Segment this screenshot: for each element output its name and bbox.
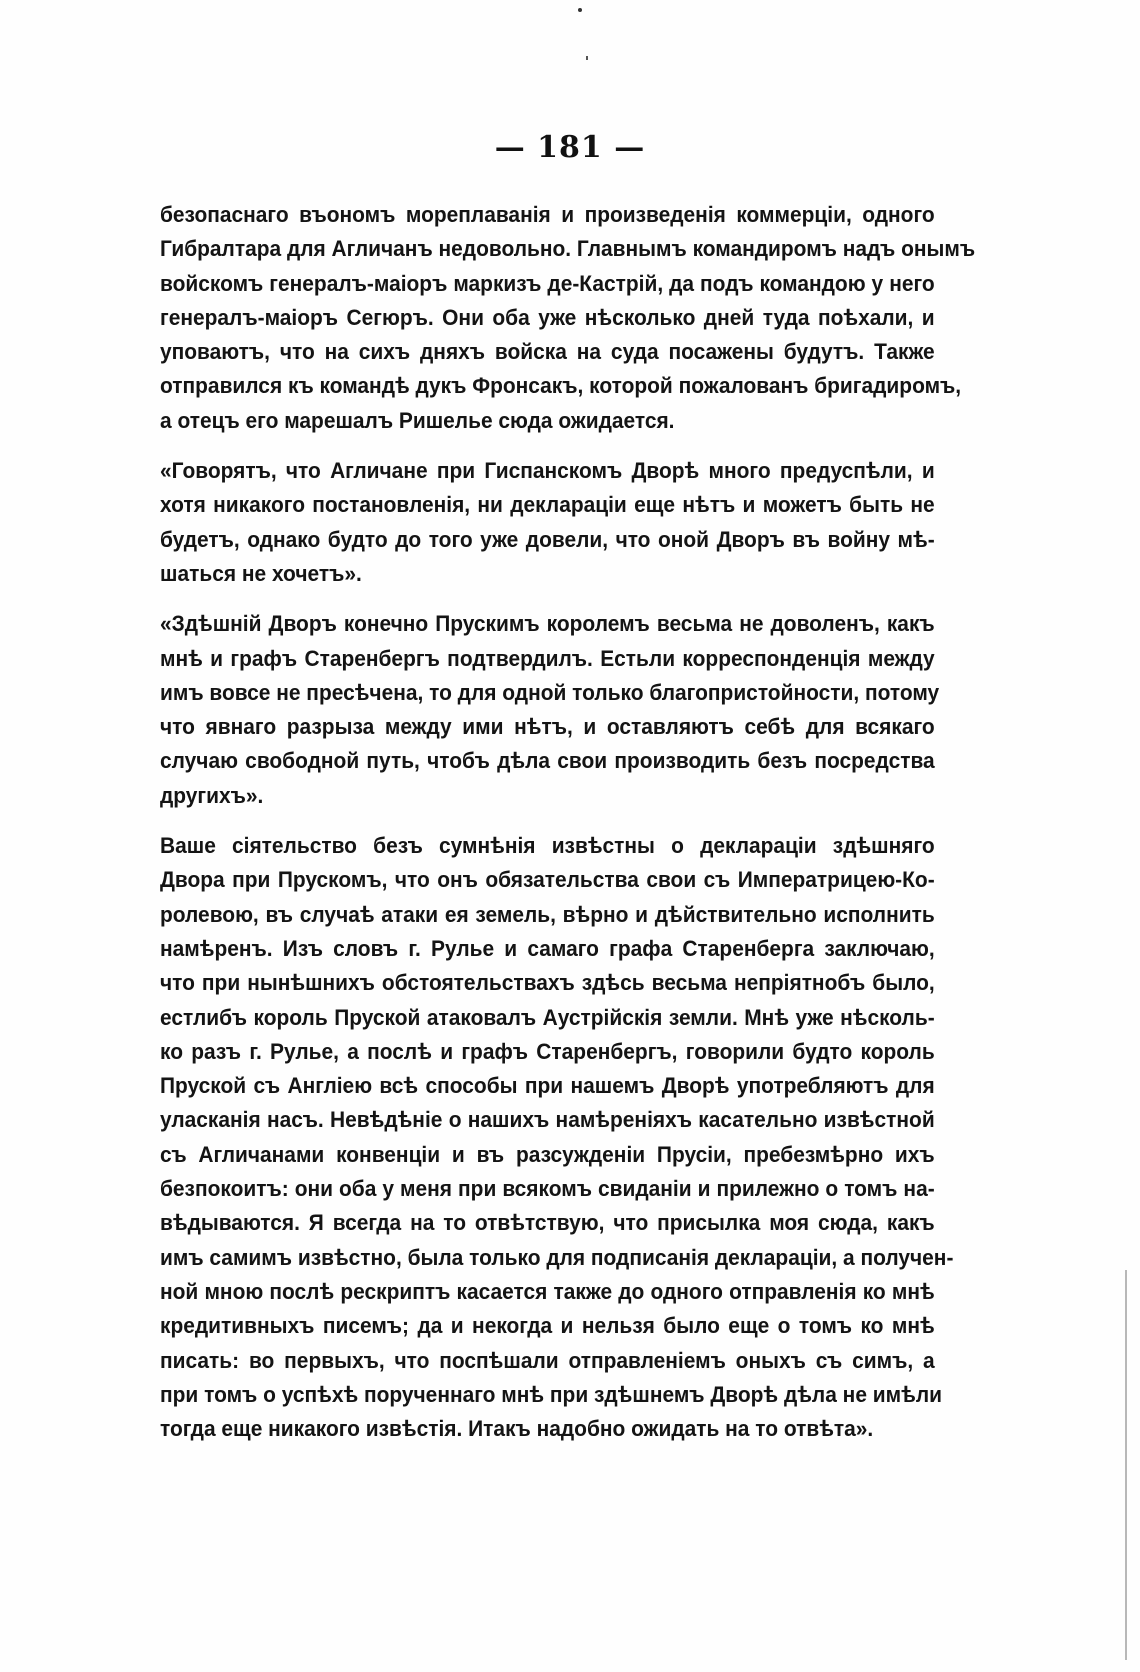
print-speck: [578, 8, 582, 12]
text-line: что явнаго разрыза между ими нѣтъ, и оставляютъ себѣ для всякаго: [160, 714, 935, 740]
text-line: случаю свободной путь, чтобъ дѣла свои производить безъ посредства: [160, 748, 935, 774]
paragraph: [160, 454, 935, 591]
text-line: хотя никакого постановленія, ни деклараціи еще нѣтъ и можетъ быть не: [160, 492, 935, 518]
text-line: мнѣ и графъ Старенбергъ подтвердилъ. Естьли корреспонденція между: [160, 645, 935, 671]
text-line: при томъ о успѣхѣ порученнаго мнѣ при здѣшнемъ Дворѣ дѣла не имѣли: [160, 1381, 942, 1407]
page-edge-shadow: [1125, 1270, 1127, 1660]
text-line: другихъ».: [160, 782, 264, 808]
text-line: имъ самимъ извѣстно, была только для подписанія деклараціи, а получен-: [160, 1244, 954, 1270]
text-line: шаться не хочетъ».: [160, 560, 362, 586]
paragraph: [160, 198, 976, 438]
text-line: ко разъ г. Рулье, а послѣ и графъ Старенбергъ, говорили будто король: [160, 1038, 935, 1064]
page-number: — 181 —: [494, 130, 646, 165]
text-line: вѣдываются. Я всегда на то отвѣтствую, что присылка моя сюда, какъ: [160, 1210, 935, 1236]
text-line: «Здѣшній Дворъ конечно Прускимъ королемъ весьма не доволенъ, какъ: [160, 611, 935, 637]
text-line: съ Агличанами конвенціи и въ разсужденіи Прусіи, пребезмѣрно ихъ: [160, 1141, 935, 1167]
text-line: кредитивныхъ писемъ; да и некогда и нельзя было еще о томъ ко мнѣ: [160, 1313, 935, 1339]
text-line: безопаснаго въономъ мореплаванія и произведенія коммерціи, одного: [160, 202, 935, 227]
print-speck: [586, 56, 588, 60]
text-line: «Говорятъ, что Агличане при Гиспанскомъ Дворѣ много предуспѣли, и: [160, 458, 935, 484]
text-line: будетъ, однако будто до того уже довели, что оной Дворъ въ войну мѣ-: [160, 526, 935, 552]
text-line: естлибъ король Пруской атаковалъ Аустрійскія земли. Мнѣ уже нѣсколь-: [160, 1004, 935, 1030]
text-line: а отецъ его марешалъ Ришелье сюда ожидается.: [160, 407, 675, 433]
text-line: имъ вовсе не пресѣчена, то для одной только благопристойности, потому: [160, 679, 940, 705]
text-line: ной мною послѣ рескриптъ касается также до одного отправленія ко мнѣ: [160, 1278, 935, 1304]
text-line: намѣренъ. Изъ словъ г. Рулье и самаго графа Старенберга заключаю,: [160, 935, 935, 961]
text-line: Двора при Прускомъ, что онъ обязательства свои съ Императрицею-Ко-: [160, 867, 935, 893]
text-line: уповаютъ, что на сихъ дняхъ войска на суда посажены будутъ. Также: [160, 339, 935, 365]
text-line: писать: во первыхъ, что поспѣшали отправленіемъ оныхъ съ симъ, а: [160, 1347, 935, 1373]
text-line: Гибралтара для Агличанъ недовольно. Главнымъ командиромъ надъ онымъ: [160, 236, 976, 262]
text-line: Пруской съ Англіею всѣ способы при нашемъ Дворѣ употребляютъ для: [160, 1073, 935, 1099]
text-line: ролевою, въ случаѣ атаки ея земель, вѣрно и дѣйствительно исполнить: [160, 901, 935, 927]
text-line: войскомъ генералъ-маіоръ маркизъ де-Кастрій, да подъ командою у него: [160, 270, 935, 296]
paragraph: [160, 607, 940, 813]
paragraph: [160, 829, 954, 1446]
text-line: генералъ-маіоръ Сегюръ. Они оба уже нѣсколько дней туда поѣхали, и: [160, 304, 935, 330]
text-line: безпокоитъ: они оба у меня при всякомъ свиданіи и прилежно о томъ на-: [160, 1176, 935, 1202]
text-line: тогда еще никакого извѣстія. Итакъ надобно ожидать на то отвѣта».: [160, 1416, 874, 1442]
text-line: отправился къ командѣ дукъ Фронсакъ, которой пожалованъ бригадиромъ,: [160, 373, 962, 399]
text-line: что при нынѣшнихъ обстоятельствахъ здѣсь весьма непріятнобъ было,: [160, 970, 935, 996]
text-line: уласканія насъ. Невѣдѣніе о нашихъ намѣреніяхъ касательно извѣстной: [160, 1107, 935, 1133]
body-text: [160, 198, 976, 1462]
text-line: Ваше сіятельство безъ сумнѣнія извѣстны о деклараціи здѣшняго: [160, 833, 935, 859]
